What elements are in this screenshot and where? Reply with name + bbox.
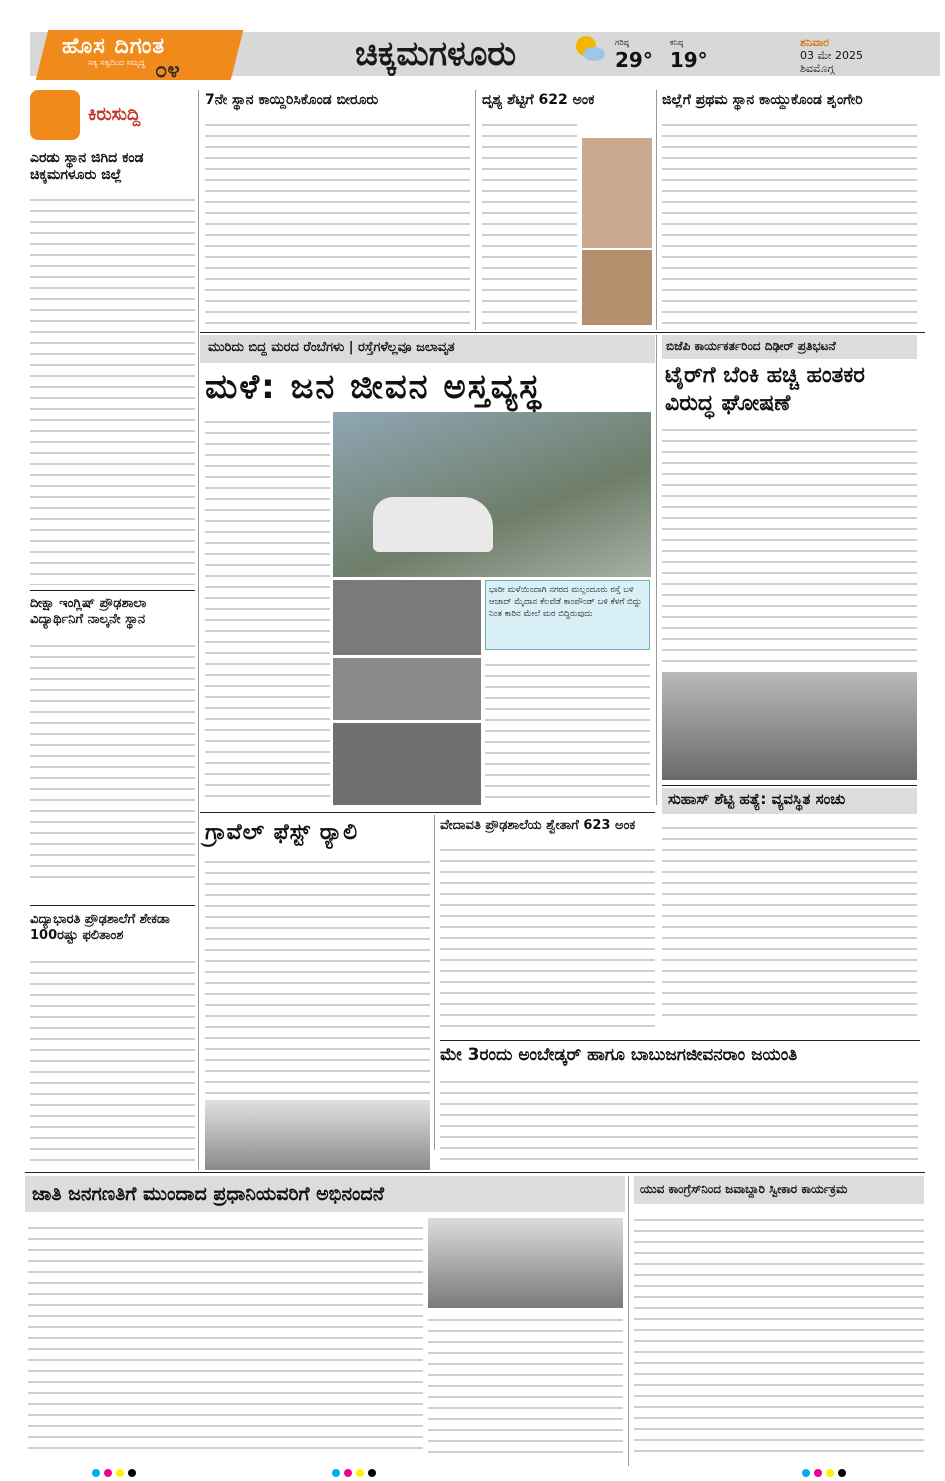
weather-sun-icon	[572, 32, 606, 66]
headline-s1: ಎರಡು ಸ್ಥಾನ ಜಿಗಿದ ಕಂಡ ಚಿಕ್ಕಮಗಳೂರು ಜಿಲ್ಲೆ	[30, 150, 144, 183]
photo-congress-press	[428, 1218, 623, 1308]
photo-tyre-protest	[662, 672, 917, 780]
headline-s4: 7ನೇ ಸ್ಥಾನ ಕಾಯ್ದಿರಿಸಿಕೊಂಡ ಬೀರೂರು	[205, 92, 379, 108]
column-rule	[434, 815, 435, 1150]
body-s4	[205, 115, 470, 325]
body-s12	[440, 1072, 918, 1167]
body-s2	[30, 636, 195, 886]
body-s14	[634, 1210, 924, 1458]
temp-min-label: ಕನಿಷ್ಠ	[669, 38, 684, 47]
body-s11	[440, 840, 655, 1035]
headline-s9: ಸುಹಾಸ್ ಶೆಟ್ಟಿ ಹತ್ಯೆ: ವ್ಯವಸ್ಥಿತ ಸಂಚು	[668, 790, 846, 808]
headline-s10: ಗ್ರಾವೆಲ್ ಫೆಸ್ಟ್ ರ‍್ಯಾಲಿ	[205, 820, 359, 845]
divider	[440, 1040, 920, 1041]
registration-dots-right	[800, 1462, 848, 1481]
column-rule	[628, 1176, 629, 1466]
body-s13	[28, 1218, 423, 1458]
divider	[30, 905, 195, 906]
divider	[30, 590, 195, 591]
body-s1	[30, 190, 195, 585]
temperature-block: ಗರಿಷ್ಠ 29° ಕನಿಷ್ಠ 19°	[615, 38, 708, 72]
photo-flood-2	[333, 658, 481, 720]
headline-s7: ಮಳೆ: ಜನ ಜೀವನ ಅಸ್ತವ್ಯಸ್ಥ	[205, 367, 543, 407]
body-s7-cont	[485, 655, 650, 805]
photo-rally-press	[205, 1100, 430, 1170]
headline-s3: ವಿದ್ಯಾಭಾರತಿ ಪ್ರೌಢಶಾಲೆಗೆ ಶೇಕಡಾ 100ರಷ್ಟು ಫಲಿತಾಂಶ	[30, 912, 170, 943]
photo-student	[582, 138, 652, 248]
headline-s5: ದೃಶ್ಯ ಶೆಟ್ಟಿಗೆ 622 ಅಂಕ	[482, 92, 595, 108]
kicker-s7: ಮುರಿದು ಬಿದ್ದ ಮರದ ರೆಂಬೆಗಳು | ರಸ್ತೆಗಳೆಲ್ಲವೂ ಜಲಾವೃತ	[208, 340, 455, 355]
column-rule	[198, 90, 199, 1170]
date: 03 ಮೇ 2025	[800, 49, 864, 62]
divider	[662, 785, 917, 786]
masthead	[0, 0, 945, 88]
photo-fallen-tree-car	[333, 412, 651, 577]
newspaper-logo: ಹೊಸ ದಿಗಂತ	[62, 34, 166, 59]
headline-s2: ದೀಕ್ಷಾ ಇಂಗ್ಲಿಷ್ ಪ್ರೌಢಶಾಲಾ ವಿದ್ಯಾರ್ಥಿನಿಗೆ ನಾಲ್ಕನೇ ಸ್ಥಾನ	[30, 596, 147, 627]
headline-s14: ಯುವ ಕಾಂಗ್ರೆಸ್‌ನಿಂದ ಜವಾಬ್ದಾರಿ ಸ್ವೀಕಾರ ಕಾರ್ಯಕ್ರಮ	[640, 1182, 848, 1196]
page-city-title: ಚಿಕ್ಕಮಗಳೂರು	[355, 34, 517, 74]
photo-flood-1	[333, 580, 481, 655]
body-s13-cont	[428, 1310, 623, 1458]
body-s8	[662, 420, 917, 670]
body-s9	[662, 818, 917, 1018]
kiru-sudhi-box	[30, 90, 195, 150]
page-number: ೦೪	[155, 58, 180, 83]
temp-min-value: 19	[669, 48, 698, 72]
hand-icon	[30, 90, 80, 140]
kicker-s8: ಬಿಜೆಪಿ ಕಾರ್ಯಕರ್ತರಿಂದ ದಿಢೀರ್ ಪ್ರತಿಭಟನೆ	[666, 339, 836, 353]
divider	[25, 1172, 925, 1173]
column-rule	[475, 90, 476, 330]
logo-tagline: ಸತ್ಯ ಸತ್ವದಿಂದ ಸಮೃದ್ಧ	[88, 58, 146, 67]
column-rule	[656, 90, 657, 330]
registration-dots-left	[90, 1462, 138, 1481]
divider	[200, 812, 655, 813]
edition-city: ಶಿವಮೊಗ್ಗ	[800, 62, 835, 75]
headline-s12: ಮೇ 3ರಂದು ಅಂಬೇಡ್ಕರ್ ಹಾಗೂ ಬಾಬುಜಗಜೀವನರಾಂ ಜಯಂತಿ	[440, 1045, 798, 1065]
registration-dots-mid	[330, 1462, 378, 1481]
body-s7	[205, 412, 330, 802]
temp-max-label: ಗರಿಷ್ಠ	[615, 38, 629, 47]
car-shape	[373, 497, 493, 552]
temp-max-value: 29	[615, 48, 643, 72]
body-s3	[30, 952, 195, 1162]
headline-s8: ಟೈರ್‌ಗೆ ಬೆಂಕಿ ಹಚ್ಚಿ ಹಂತಕರ ವಿರುದ್ಧ ಘೋಷಣೆ	[665, 363, 865, 416]
headline-s11: ವೇದಾವತಿ ಪ್ರೌಢಶಾಲೆಯ ಶ್ವೇತಾಗೆ 623 ಅಂಕ	[440, 818, 636, 833]
body-s5	[482, 115, 577, 325]
divider	[200, 332, 925, 333]
body-s10	[205, 852, 430, 1097]
date-block	[800, 36, 863, 75]
photo-flood-3	[333, 723, 481, 805]
body-s6	[662, 115, 917, 325]
photo-caption: ಭಾರೀ ಮಳೆಯಿಂದಾಗಿ ನಗರದ ಮಲ್ಲಂದೂರು ರಸ್ತೆ ಬಳಿ ಆಜಾದ್ ಮೈದಾನ ಕೆಲವೆಡೆ ಕಾಂಪೌಂಡ್ ಬಳಿ ಕೆಳಗೆ ಬಿದ್ದು ನಿಂತ ಕಾರಿನ ಮೇಲೆ ಮರ ಬಿದ್ದಿರುವುದು	[485, 580, 650, 650]
headline-s13: ಜಾತಿ ಜನಗಣತಿಗೆ ಮುಂದಾದ ಪ್ರಧಾನಿಯವರಿಗೆ ಅಭಿನಂದನೆ	[32, 1183, 385, 1205]
headline-s6: ಜಿಲ್ಲೆಗೆ ಪ್ರಥಮ ಸ್ಥಾನ ಕಾಯ್ದುಕೊಂಡ ಶೃಂಗೇರಿ	[662, 92, 863, 108]
weekday: ಶನಿವಾರ	[800, 36, 829, 49]
column-rule	[656, 335, 657, 805]
kiru-sudhi-title: ಕಿರುಸುದ್ದಿ	[88, 104, 141, 125]
photo-student-family	[582, 250, 652, 325]
